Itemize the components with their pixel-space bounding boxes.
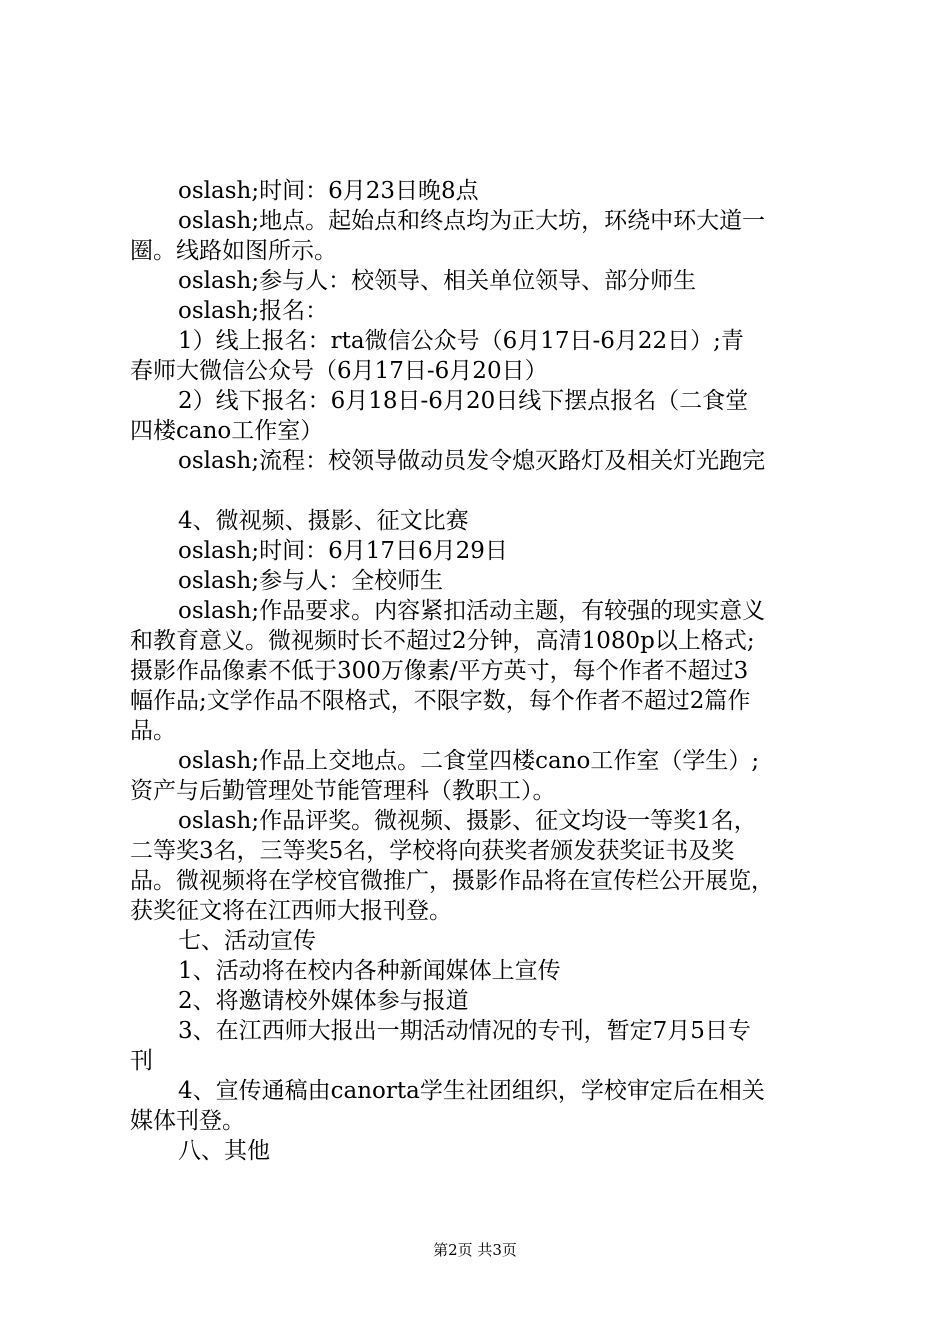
paragraph-line: 品。微视频将在学校官微推广，摄影作品将在宣传栏公开展览， — [130, 868, 774, 894]
paragraph-line: oslash;参与人：校领导、相关单位领导、部分师生 — [178, 268, 697, 294]
paragraph-line: oslash;时间：6月17日6月29日 — [178, 538, 508, 564]
paragraph-line: 3、在江西师大报出一期活动情况的专刊，暂定7月5日专 — [178, 1018, 751, 1044]
body-text — [130, 176, 830, 1166]
paragraph-line: 幅作品;文学作品不限格式，不限字数，每个作者不超过2篇作 — [130, 688, 751, 714]
paragraph-line: 资产与后勤管理处节能管理科（教职工）。 — [130, 778, 556, 804]
paragraph-line: 圈。线路如图所示。 — [130, 238, 337, 264]
section-heading: 八、其他 — [178, 1138, 270, 1164]
paragraph-line: 获奖征文将在江西师大报刊登。 — [130, 898, 452, 924]
paragraph-line: 品。 — [130, 718, 176, 744]
paragraph-line: 刊 — [130, 1048, 153, 1074]
blank-line — [130, 476, 830, 506]
section-heading: 4、微视频、摄影、征文比赛 — [178, 508, 469, 534]
paragraph-line: 2）线下报名：6月18日-6月20日线下摆点报名（二食堂 — [178, 388, 749, 414]
paragraph-line: 四楼cano工作室） — [130, 418, 324, 444]
paragraph-line: oslash;流程：校领导做动员发令熄灭路灯及相关灯光跑完 — [178, 448, 766, 474]
paragraph-line: 摄影作品像素不低于300万像素/平方英寸，每个作者不超过3 — [130, 658, 749, 684]
paragraph-line: 2、将邀请校外媒体参与报道 — [178, 988, 469, 1014]
paragraph-line: oslash;报名： — [178, 298, 329, 324]
paragraph-line: 4、宣传通稿由canorta学生社团组织，学校审定后在相关 — [178, 1078, 765, 1104]
paragraph-line: 1）线上报名：rta微信公众号（6月17日-6月22日）;青 — [178, 328, 744, 354]
paragraph-line: oslash;地点。起始点和终点均为正大坊，环绕中环大道一 — [178, 208, 766, 234]
paragraph-line: 1、活动将在校内各种新闻媒体上宣传 — [178, 958, 561, 984]
paragraph-line: 春师大微信公众号（6月17日-6月20日） — [130, 358, 548, 384]
paragraph-line: oslash;参与人：全校师生 — [178, 568, 444, 594]
paragraph-line: 和教育意义。微视频时长不超过2分钟，高清1080p以上格式; — [130, 628, 755, 654]
paragraph-line: 媒体刊登。 — [130, 1108, 245, 1134]
paragraph-line: oslash;作品要求。内容紧扣活动主题，有较强的现实意义 — [178, 598, 766, 624]
paragraph-line: 二等奖3名，三等奖5名，学校将向获奖者颁发获奖证书及奖 — [130, 838, 735, 864]
paragraph-line: oslash;作品评奖。微视频、摄影、征文均设一等奖1名， — [178, 808, 757, 834]
paragraph-line: oslash;作品上交地点。二食堂四楼cano工作室（学生）; — [178, 748, 760, 774]
page-number: 第2页 共3页 — [433, 1241, 517, 1259]
paragraph-line: oslash;时间：6月23日晚8点 — [178, 178, 479, 204]
page-footer — [0, 1240, 950, 1260]
section-heading: 七、活动宣传 — [178, 928, 316, 954]
